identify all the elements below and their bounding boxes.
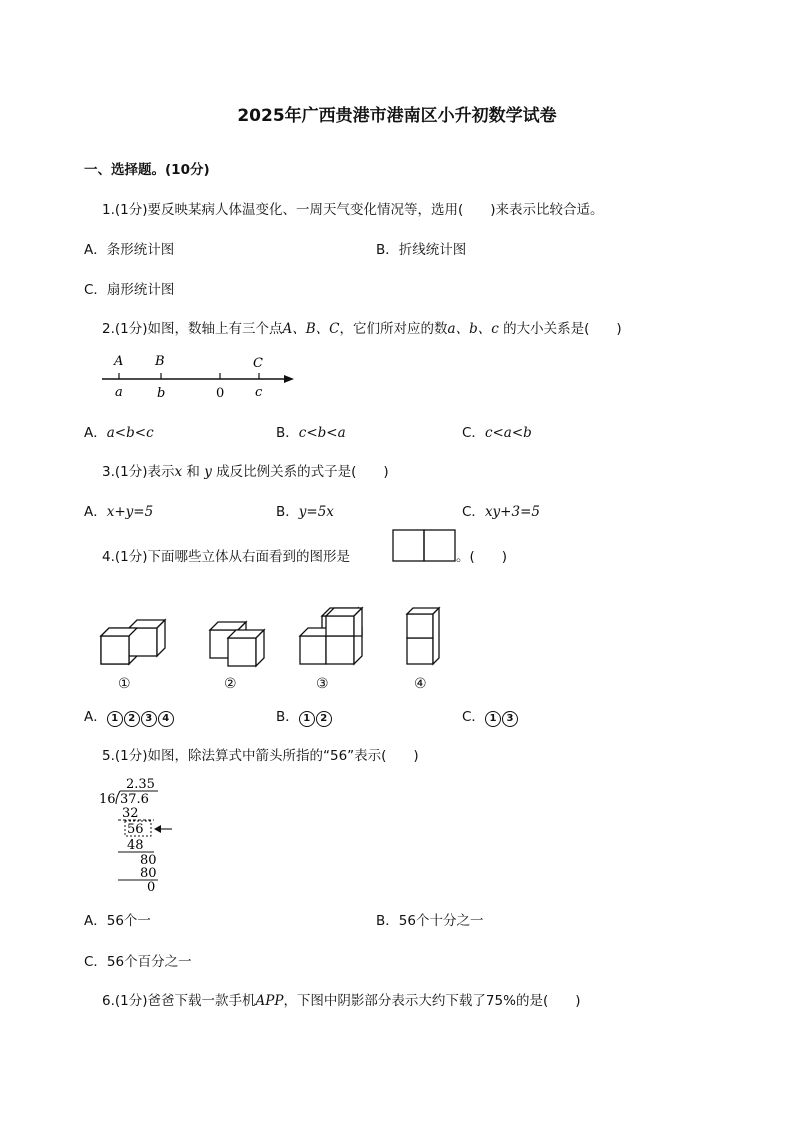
arrow-icon [154, 825, 161, 833]
value-label-c: c [255, 385, 263, 400]
option-expr: y=5x [298, 504, 334, 520]
option-expr: x+y=5 [106, 504, 154, 520]
question-5-option-c[interactable]: C．56个百分之一 [84, 954, 192, 970]
circled-number: 2 [124, 711, 140, 727]
question-4-stem-pre: 4.(1分)下面哪些立体从右面看到的图形是 [102, 549, 351, 565]
option-expr: c<a<b [484, 425, 532, 441]
question-6-app: APP [255, 993, 284, 1009]
circled-number: 1 [485, 711, 501, 727]
right-view-shape [392, 529, 456, 563]
question-2-nums: a、b、c [447, 321, 499, 337]
question-2-option-b[interactable] [276, 421, 346, 441]
question-5-option-a[interactable]: A．56个一 [84, 913, 151, 929]
option-label: A． [84, 504, 107, 520]
option-label: B． [276, 425, 299, 441]
cube-figures [96, 604, 466, 674]
question-4-option-c[interactable] [462, 705, 519, 727]
division-row-2: 56 [127, 822, 144, 837]
section-heading: 一、选择题。(10分) [84, 162, 210, 178]
figure-1-cubes [101, 620, 165, 664]
value-label-a: a [115, 385, 123, 400]
question-6-stem-pre: 6.(1分)爸爸下载一款手机 [102, 993, 256, 1009]
question-5-option-b[interactable]: B．56个十分之一 [376, 913, 484, 929]
question-3-option-c[interactable] [462, 500, 540, 520]
question-6-stem-post: ，下图中阴影部分表示大约下载了75%的是( ) [283, 993, 581, 1009]
division-quotient: 2.35 [126, 777, 155, 792]
question-3-stem [102, 460, 389, 480]
circled-number: 4 [158, 711, 174, 727]
division-divisor: 16 [99, 792, 116, 807]
division-row-5: 80 [140, 866, 157, 881]
option-expr: xy+3=5 [484, 504, 540, 520]
point-label-C: C [253, 356, 263, 371]
question-2-stem-pre: 2.(1分)如图，数轴上有三个点 [102, 321, 283, 337]
circled-number: 2 [316, 711, 332, 727]
question-3-and: 和 [182, 464, 205, 480]
option-expr: c<b<a [298, 425, 346, 441]
option-label: A． [84, 709, 107, 725]
point-label-B: B [155, 354, 165, 369]
option-label: A． [84, 425, 107, 441]
question-2-points: A、B、C [282, 321, 340, 337]
question-5-stem: 5.(1分)如图，除法算式中箭头所指的“56”表示( ) [102, 748, 419, 764]
page-title: 2025年广西贵港市港南区小升初数学试卷 [237, 106, 557, 126]
circled-number: 1 [299, 711, 315, 727]
figure-3-cubes [300, 608, 362, 672]
question-6-stem [102, 989, 580, 1009]
point-label-A: A [114, 354, 124, 369]
question-4-option-b[interactable] [276, 705, 333, 727]
question-3-stem-post: 成反比例关系的式子是( ) [211, 464, 389, 480]
circled-number: 3 [141, 711, 157, 727]
division-row-4: 80 [140, 853, 157, 868]
question-1-option-c[interactable]: C．扇形统计图 [84, 282, 175, 298]
option-label: B． [276, 709, 299, 725]
question-4-stem-post: 。( ) [456, 549, 508, 565]
option-label: C． [462, 425, 485, 441]
division-row-6: 0 [147, 880, 156, 894]
number-line-arrow [284, 375, 294, 383]
figure-label-1: ① [118, 676, 131, 692]
question-4-option-a[interactable] [84, 705, 175, 727]
question-3-option-b[interactable] [276, 500, 334, 520]
long-division-figure [96, 774, 186, 894]
figure-label-4: ④ [414, 676, 427, 692]
figure-label-2: ② [224, 676, 237, 692]
question-2-option-c[interactable] [462, 421, 532, 441]
option-expr: a<b<c [106, 425, 154, 441]
question-2-stem-post: 的大小关系是( ) [498, 321, 622, 337]
option-label: B． [276, 504, 299, 520]
circled-number: 3 [502, 711, 518, 727]
question-1-option-b[interactable]: B．折线统计图 [376, 242, 467, 258]
question-1-option-a[interactable]: A．条形统计图 [84, 242, 175, 258]
option-label: C． [462, 709, 485, 725]
figure-label-3: ③ [316, 676, 329, 692]
question-4-stem [102, 545, 350, 565]
question-3-option-a[interactable] [84, 500, 153, 520]
division-row-3: 48 [127, 838, 144, 853]
question-2-option-a[interactable] [84, 421, 154, 441]
figure-2-cubes [210, 622, 264, 666]
division-dividend: 37.6 [120, 792, 149, 807]
question-2-stem [102, 317, 622, 337]
var-y: y [204, 464, 212, 480]
question-2-stem-mid: ，它们所对应的数 [339, 321, 448, 337]
figure-4-cubes [407, 608, 439, 664]
division-row-1: 32 [122, 806, 139, 821]
question-1-stem: 1.(1分)要反映某病人体温变化、一周天气变化情况等，选用( )来表示比较合适。 [102, 202, 604, 218]
question-3-stem-pre: 3.(1分)表示 [102, 464, 175, 480]
value-label-b: b [157, 386, 166, 401]
circled-number: 1 [107, 711, 123, 727]
value-label-zero: 0 [216, 386, 225, 401]
option-label: C． [462, 504, 485, 520]
var-x: x [174, 464, 183, 480]
number-line-figure [96, 348, 306, 404]
